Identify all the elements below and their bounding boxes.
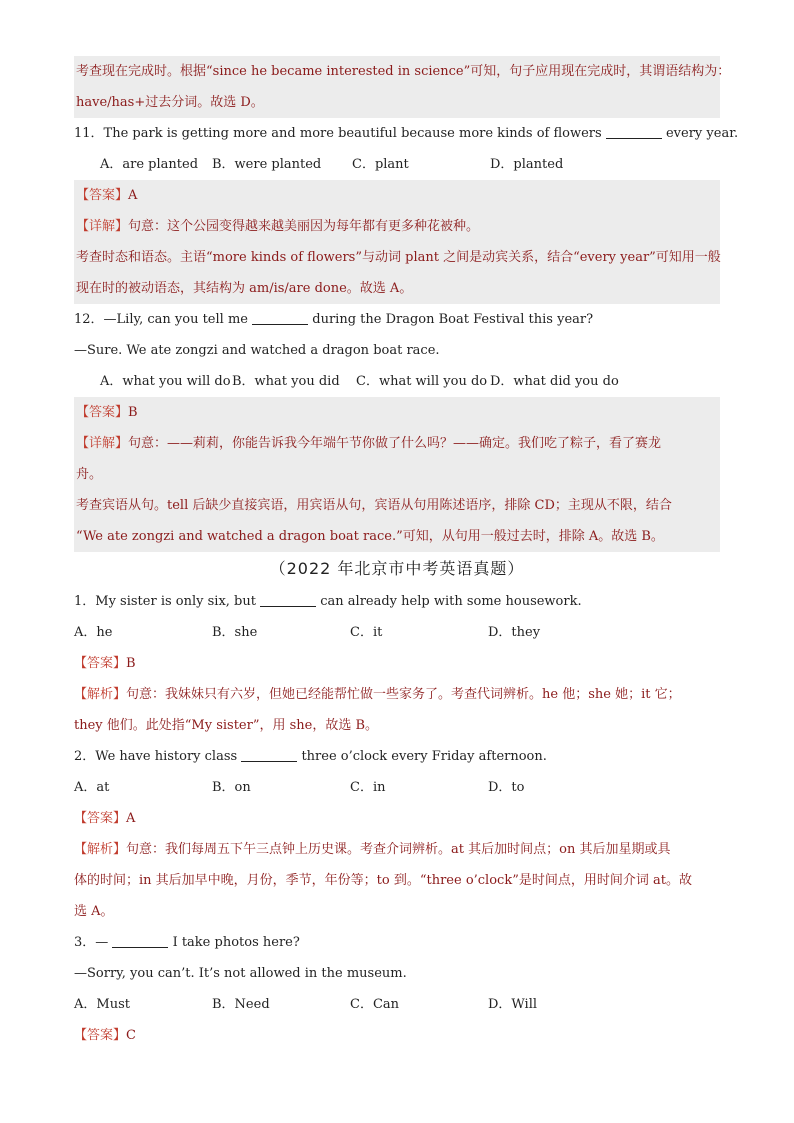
answer-value: B <box>126 656 136 671</box>
detail-text: 句意：——莉莉，你能告诉我今年端午节你做了什么吗？——确定。我们吃了粽子，看了赛龙 <box>128 436 662 451</box>
answer-tag: 【答案】 <box>74 656 127 671</box>
question-3-stem <box>74 927 720 958</box>
answer-tag: 【答案】 <box>76 188 129 203</box>
stem-text: 11．The park is getting more and more beautiful because more kinds of flowers <box>74 126 602 141</box>
explanation-line: 考查现在完成时。根据“since he became interested in science”可知，句子应用现在完成时，其谓语结构为： <box>74 56 720 87</box>
analysis-text: 句意：我们每周五下午三点钟上历史课。考查介词辨析。at 其后加时间点；on 其后加星期或具 <box>126 842 671 857</box>
question-11-stem <box>74 118 739 149</box>
answer-line <box>74 180 720 211</box>
answer-blank <box>241 747 297 762</box>
stem-text: can already help with some housework. <box>320 594 582 609</box>
answer-line <box>74 1020 720 1051</box>
option-c: C．Can <box>350 997 400 1012</box>
detail-text: 句意：这个公园变得越来越美丽因为每年都有更多种花被种。 <box>128 219 480 234</box>
answer-value: C <box>126 1028 136 1043</box>
analysis-tag: 【解析】 <box>74 687 127 702</box>
answer-tag: 【答案】 <box>74 811 127 826</box>
detail-line <box>74 211 720 242</box>
analysis-line: 体的时间；in 其后加早中晚，月份，季节，年份等；to 到。“three o’clock”是时间点，用时间介词 at。故 <box>74 873 692 888</box>
question-1-options <box>74 617 720 648</box>
detail-tag: 【详解】 <box>76 436 129 451</box>
option-a: A．Must <box>74 997 130 1012</box>
question-2-stem <box>74 741 720 772</box>
question-1-stem <box>74 586 720 617</box>
answer-blank <box>252 310 308 325</box>
detail-line: 考查宾语从句。tell 后缺少直接宾语，用宾语从句，宾语从句用陈述语序，排除 CD；主现从不限，结合 <box>74 490 720 521</box>
option-b: B．Need <box>212 997 270 1012</box>
answer-line <box>74 648 720 679</box>
option-d: D．Will <box>488 997 538 1012</box>
detail-line <box>74 428 720 459</box>
stem-text: three o’clock every Friday afternoon. <box>301 749 547 764</box>
question-12-reply: —Sure. We ate zongzi and watched a dragon boat race. <box>74 343 440 358</box>
analysis-line: they 他们。此处指“My sister”，用 she，故选 B。 <box>74 718 379 733</box>
answer-blank <box>112 933 168 948</box>
stem-text: 1．My sister is only six, but <box>74 594 256 609</box>
question-11-options <box>74 149 720 180</box>
question-12-options <box>74 366 720 397</box>
detail-tag: 【详解】 <box>76 219 129 234</box>
option-b: B．what you did <box>232 374 340 389</box>
answer-value: A <box>126 811 136 826</box>
answer-line <box>74 803 720 834</box>
detail-line: 考查时态和语态。主语“more kinds of flowers”与动词 plant 之间是动宾关系，结合“every year”可知用一般 <box>74 242 720 273</box>
question-2-options <box>74 772 720 803</box>
option-b: B．were planted <box>212 157 322 172</box>
option-d: D．to <box>488 780 525 795</box>
option-d: D．what did you do <box>490 374 619 389</box>
option-c: C．in <box>350 780 386 795</box>
option-a: A．he <box>74 625 113 640</box>
stem-text: 3．— <box>74 935 109 950</box>
stem-text: I take photos here? <box>172 935 300 950</box>
question-12-stem <box>74 304 720 335</box>
explanation-line: have/has+过去分词。故选 D。 <box>74 87 720 118</box>
answer-tag: 【答案】 <box>76 405 129 420</box>
detail-line: “We ate zongzi and watched a dragon boat race.”可知，从句用一般过去时，排除 A。故选 B。 <box>74 521 720 552</box>
answer-blank <box>260 592 316 607</box>
stem-text: during the Dragon Boat Festival this year? <box>312 312 594 327</box>
stem-text: 12．—Lily, can you tell me <box>74 312 248 327</box>
answer-blank <box>606 124 662 139</box>
document-page <box>74 56 739 1051</box>
option-a: A．what you will do <box>100 374 231 389</box>
section-title: （2022 年北京市中考英语真题） <box>269 559 525 578</box>
option-b: B．on <box>212 780 251 795</box>
detail-line: 现在时的被动语态，其结构为 am/is/are done。故选 A。 <box>74 273 720 304</box>
option-d: D．they <box>488 625 541 640</box>
option-c: C．plant <box>352 157 409 172</box>
answer-tag: 【答案】 <box>74 1028 127 1043</box>
option-a: A．are planted <box>100 157 199 172</box>
question-3-reply: —Sorry, you can’t. It’s not allowed in the museum. <box>74 966 407 981</box>
answer-line <box>74 397 720 428</box>
analysis-line <box>74 834 720 865</box>
stem-text: every year. <box>665 126 739 141</box>
detail-line: 舟。 <box>74 459 720 490</box>
option-c: C．it <box>350 625 383 640</box>
option-b: B．she <box>212 625 258 640</box>
answer-value: A <box>128 188 138 203</box>
analysis-line <box>74 679 720 710</box>
stem-text: 2．We have history class <box>74 749 238 764</box>
analysis-tag: 【解析】 <box>74 842 127 857</box>
option-a: A．at <box>74 780 110 795</box>
answer-value: B <box>128 405 138 420</box>
option-c: C．what will you do <box>356 374 488 389</box>
analysis-text: 句意：我妹妹只有六岁，但她已经能帮忙做一些家务了。考查代词辨析。he 他；she 她；it 它； <box>126 687 681 702</box>
question-3-options <box>74 989 720 1020</box>
option-d: D．planted <box>490 157 564 172</box>
analysis-line: 选 A。 <box>74 904 114 919</box>
